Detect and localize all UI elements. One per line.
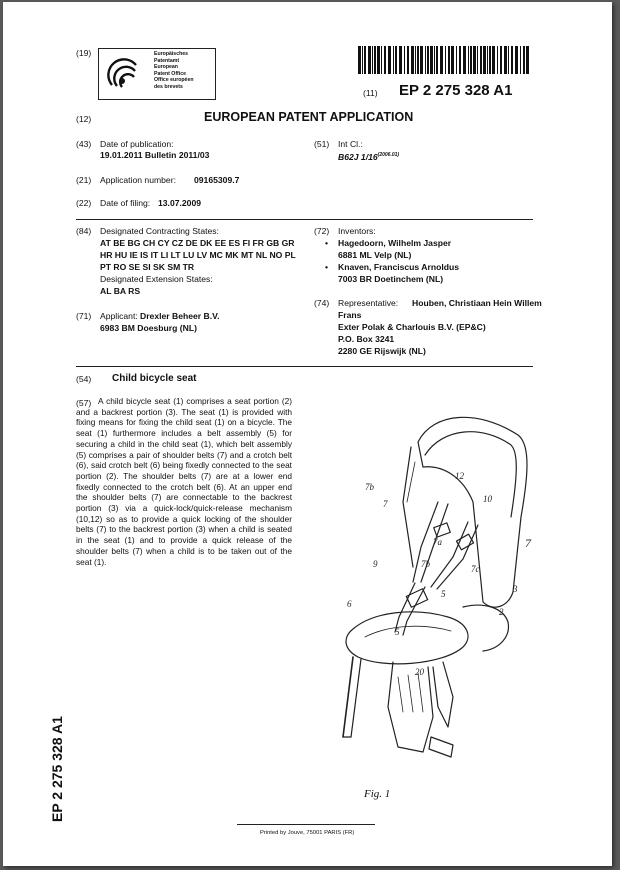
- ref-label-7b: 7b: [421, 559, 430, 569]
- inventor-bullet-2: •: [325, 262, 329, 272]
- representative-line-5: 2280 GE Rijswijk (NL): [338, 346, 426, 356]
- inventor-bullet-1: •: [325, 238, 329, 248]
- pub-date-label: Date of publication:: [100, 139, 174, 149]
- label-51: (51): [314, 139, 330, 149]
- backrest-inner: [425, 432, 516, 517]
- representative-line-3: Exter Polak & Charlouis B.V. (EP&C): [338, 322, 486, 332]
- filing-label: Date of filing:: [100, 198, 151, 208]
- office-name-de-1: Europäisches: [154, 51, 189, 57]
- label-57: (57): [76, 398, 92, 408]
- designated-label: Designated Contracting States:: [100, 226, 219, 236]
- abstract-text: A child bicycle seat (1) comprises a seat portion (2) and a backrest portion (3). The seat (1) is provided with fixing means for fixing the child seat (1) on a bicycle. The seat (1) furthermore includes a belt assembly (5) for securing a child in the child seat (1), which belt assembly (5) comprises a pair of shoulder belts (7) and a crotch belt (6), said crotch belt (6) being fixedly connected to the seat portion (2). The shoulder belts (7) are at a lower end fixedly connected to the crotch belt (6). At an upper end the shoulder belts (7) are connectable to the backrest portion (3) via a quick-lock/quick-release mechanism (10,12) so as to provide a quick locking of the shoulder belts (7) to the backrest portion (3) when a child is seated in the seat (1) and to provide a quick release of the shoulder belts (7) when a child is to be taken out of the seat (1).: [76, 396, 292, 567]
- divider-title: [76, 366, 533, 367]
- epo-logo-icon: [106, 55, 148, 93]
- figure-drawing: [303, 407, 538, 762]
- office-name-en-2: Patent Office: [154, 70, 186, 77]
- label-22: (22): [76, 198, 92, 208]
- center-buckle: [406, 589, 427, 607]
- pub-date-value: 19.01.2011 Bulletin 2011/03: [100, 150, 210, 160]
- int-cl-value: [338, 150, 399, 162]
- ref-label-10: 10: [483, 494, 492, 504]
- invention-title: Child bicycle seat: [112, 373, 197, 384]
- designated-states-1: AT BE BG CH CY CZ DE DK EE ES FI FR GB GR: [100, 238, 295, 248]
- app-number-value: 09165309.7: [194, 175, 240, 185]
- int-cl-code: B62J 1/16: [338, 151, 378, 162]
- representative-line-4: P.O. Box 3241: [338, 334, 395, 344]
- ref-label-3: 3: [513, 584, 518, 594]
- label-12: (12): [76, 114, 92, 124]
- ref-label-6: 6: [347, 599, 352, 609]
- ref-label-7b-top: 7b: [365, 482, 374, 492]
- patent-page: [3, 2, 612, 866]
- label-74: (74): [314, 298, 330, 308]
- label-54: (54): [76, 374, 92, 384]
- label-19: (19): [76, 48, 92, 58]
- backrest-side: [403, 447, 413, 567]
- app-number-label: Application number:: [100, 175, 176, 185]
- designated-states-2: HR HU IE IS IT LI LT LU LV MC MK MT NL NO PL: [100, 250, 296, 260]
- extension-states: AL BA RS: [100, 286, 141, 296]
- label-84: (84): [76, 226, 92, 236]
- office-name-de-2: Patentamt: [154, 57, 180, 64]
- mount-tube: [343, 657, 353, 737]
- epo-logo-box: [98, 48, 216, 100]
- designated-states-3: PT RO SE SI SK SM TR: [100, 262, 195, 272]
- label-11: (11): [363, 88, 378, 98]
- applicant-name: Drexler Beheer B.V.: [140, 311, 220, 321]
- ref-label-12: 12: [455, 471, 464, 481]
- representative-line-2: Frans: [338, 310, 362, 320]
- office-names: [154, 51, 194, 90]
- int-cl-edition: (2006.01): [377, 152, 400, 158]
- applicant-label: Applicant:: [100, 311, 138, 321]
- seat-portion: [346, 612, 468, 664]
- ref-label-7-left: 7: [383, 499, 388, 509]
- barcode: [358, 46, 533, 74]
- footrest-right: [433, 662, 453, 727]
- office-name-fr-1: Office européen: [154, 77, 194, 83]
- ref-label-20: 20: [415, 667, 424, 677]
- abstract-block: [76, 396, 292, 567]
- ref-label-2: 2: [499, 607, 504, 617]
- label-43: (43): [76, 139, 92, 149]
- ref-label-9: 9: [373, 559, 378, 569]
- label-71: (71): [76, 311, 92, 321]
- printer-note: Printed by Jouve, 75001 PARIS (FR): [260, 830, 355, 836]
- applicant-address: 6983 BM Doesburg (NL): [100, 323, 197, 333]
- publication-number: EP 2 275 328 A1: [399, 82, 513, 99]
- ref-label-5-lower: 5: [395, 627, 400, 637]
- filing-value: 13.07.2009: [158, 198, 202, 208]
- footer-rule: [237, 824, 375, 825]
- ref-label-7c: 7c: [471, 564, 480, 574]
- buckle-left: [434, 523, 451, 537]
- foot-strap: [429, 737, 453, 757]
- int-cl-label: Int Cl.:: [338, 139, 363, 149]
- label-21: (21): [76, 175, 92, 185]
- inventor-address-2: 7003 BR Doetinchem (NL): [338, 274, 444, 284]
- representative-line-1: Houben, Christiaan Hein Willem: [412, 298, 542, 308]
- footrest-left: [388, 662, 433, 752]
- ref-label-5: 5: [441, 589, 446, 599]
- inventors-label: Inventors:: [338, 226, 376, 236]
- inventor-address-1: 6881 ML Velp (NL): [338, 250, 412, 260]
- side-publication-number: EP 2 275 328 A1: [49, 716, 65, 822]
- inventor-name-2: Knaven, Franciscus Arnoldus: [338, 262, 459, 272]
- document-type: EUROPEAN PATENT APPLICATION: [204, 110, 414, 124]
- ref-label-7-right: 7: [525, 536, 531, 550]
- figure-caption: Fig. 1: [364, 788, 391, 800]
- ref-label-7a: 7a: [433, 537, 442, 547]
- office-name-fr-2: des brevets: [154, 83, 183, 90]
- inventor-name-1: Hagedoorn, Wilhelm Jasper: [338, 238, 452, 248]
- office-name-en-1: European: [154, 64, 178, 70]
- label-72: (72): [314, 226, 330, 236]
- divider-biblio: [76, 219, 533, 220]
- extension-label: Designated Extension States:: [100, 274, 213, 284]
- representative-label: Representative:: [338, 298, 399, 308]
